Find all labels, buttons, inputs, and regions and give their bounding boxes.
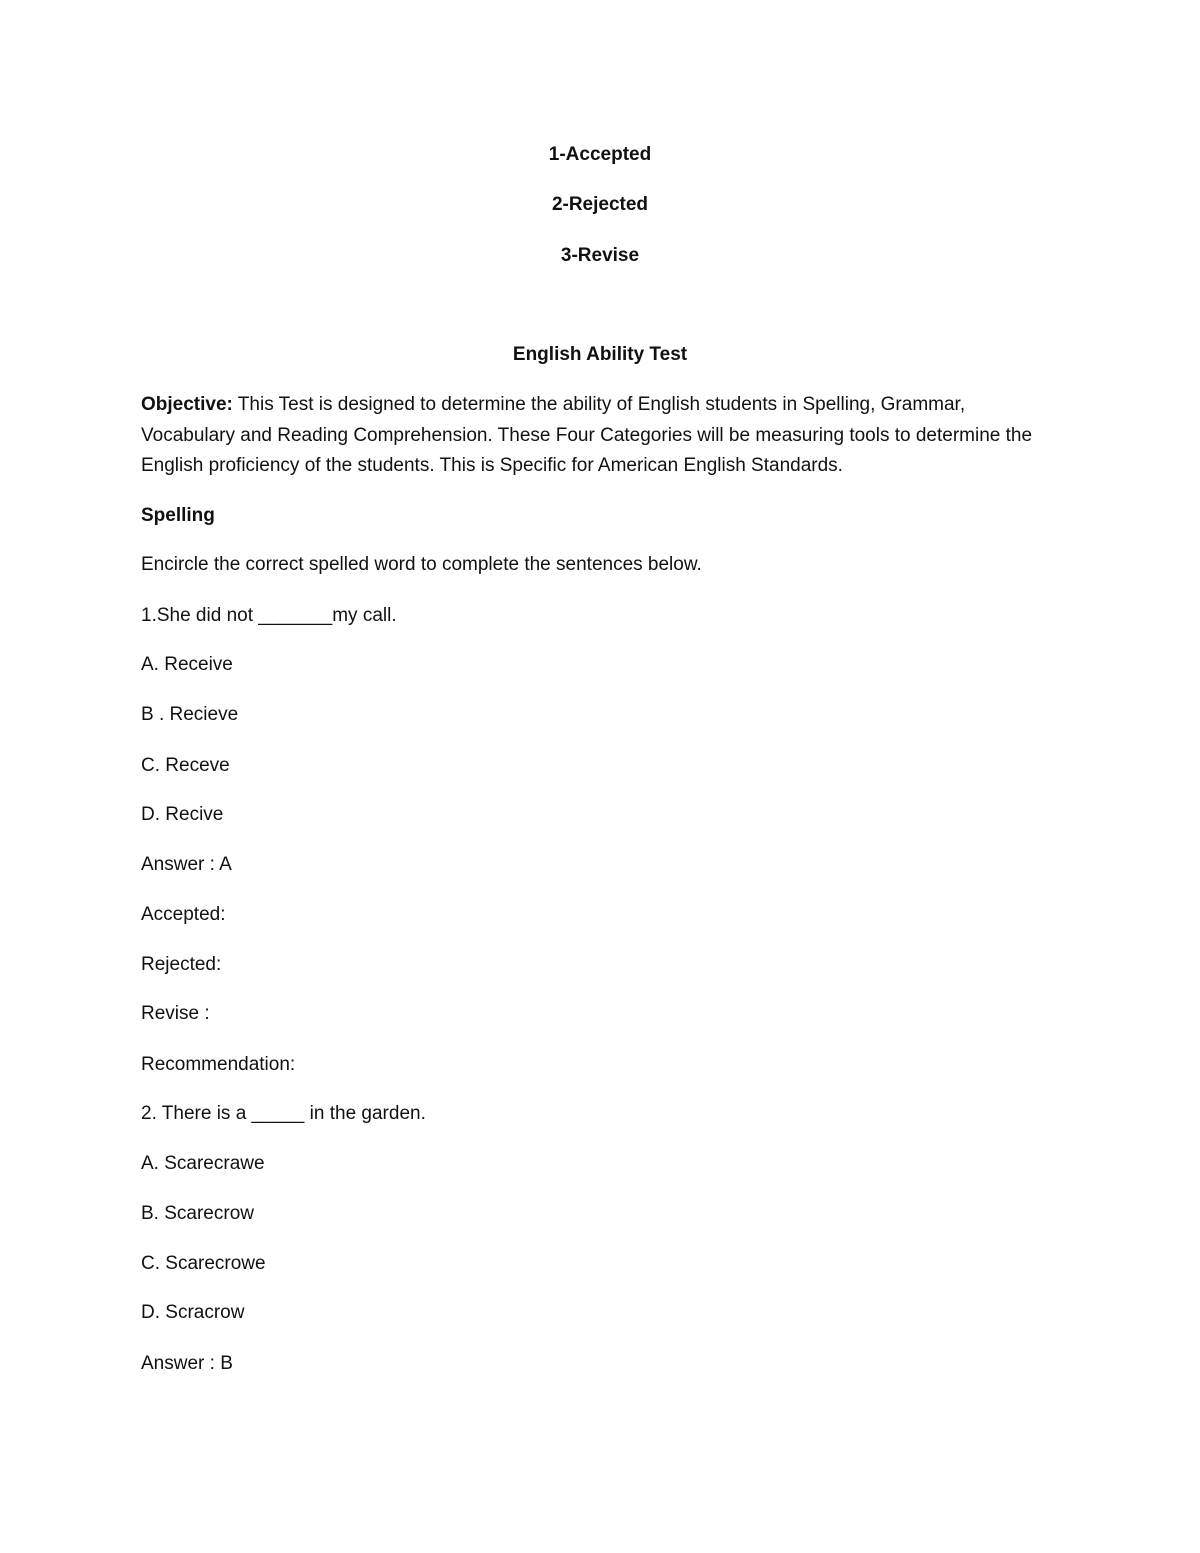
review-field-revise: Revise : (141, 1003, 210, 1024)
question-2-answer: Answer : B (141, 1353, 233, 1374)
question-1-answer: Answer : A (141, 854, 232, 875)
section-instruction: Encircle the correct spelled word to complete the sentences below. (141, 554, 702, 575)
question-2-option-a: A. Scarecrawe (141, 1153, 265, 1174)
question-1-option-c: C. Receve (141, 755, 230, 776)
question-1-option-a: A. Receive (141, 654, 233, 675)
question-1-option-d: D. Recive (141, 804, 224, 825)
objective-text: This Test is designed to determine the ability of English students in Spelling, Grammar, Vocabulary and Reading Comprehension. These Four Categories will be measuring tools to determine the English proficiency of the students. This is Specific for American English Standards. (141, 394, 1033, 476)
question-1-option-b: B . Recieve (141, 704, 239, 725)
question-2-option-c: C. Scarecrowe (141, 1253, 266, 1274)
question-2-prompt: 2. There is a _____ in the garden. (141, 1103, 426, 1124)
review-field-recommendation: Recommendation: (141, 1054, 296, 1075)
section-heading: Spelling (141, 505, 215, 526)
status-option-accepted: 1-Accepted (548, 144, 652, 165)
status-option-rejected: 2-Rejected (551, 194, 649, 215)
question-2-option-d: D. Scracrow (141, 1302, 245, 1323)
question-1-prompt: 1.She did not _______my call. (141, 605, 397, 626)
status-option-revise: 3-Revise (560, 245, 640, 266)
document-title: English Ability Test (512, 344, 688, 365)
objective-label: Objective: (141, 394, 233, 415)
review-field-accepted: Accepted: (141, 904, 226, 925)
review-field-rejected: Rejected: (141, 954, 222, 975)
question-2-option-b: B. Scarecrow (141, 1203, 254, 1224)
objective-paragraph (141, 390, 1041, 482)
